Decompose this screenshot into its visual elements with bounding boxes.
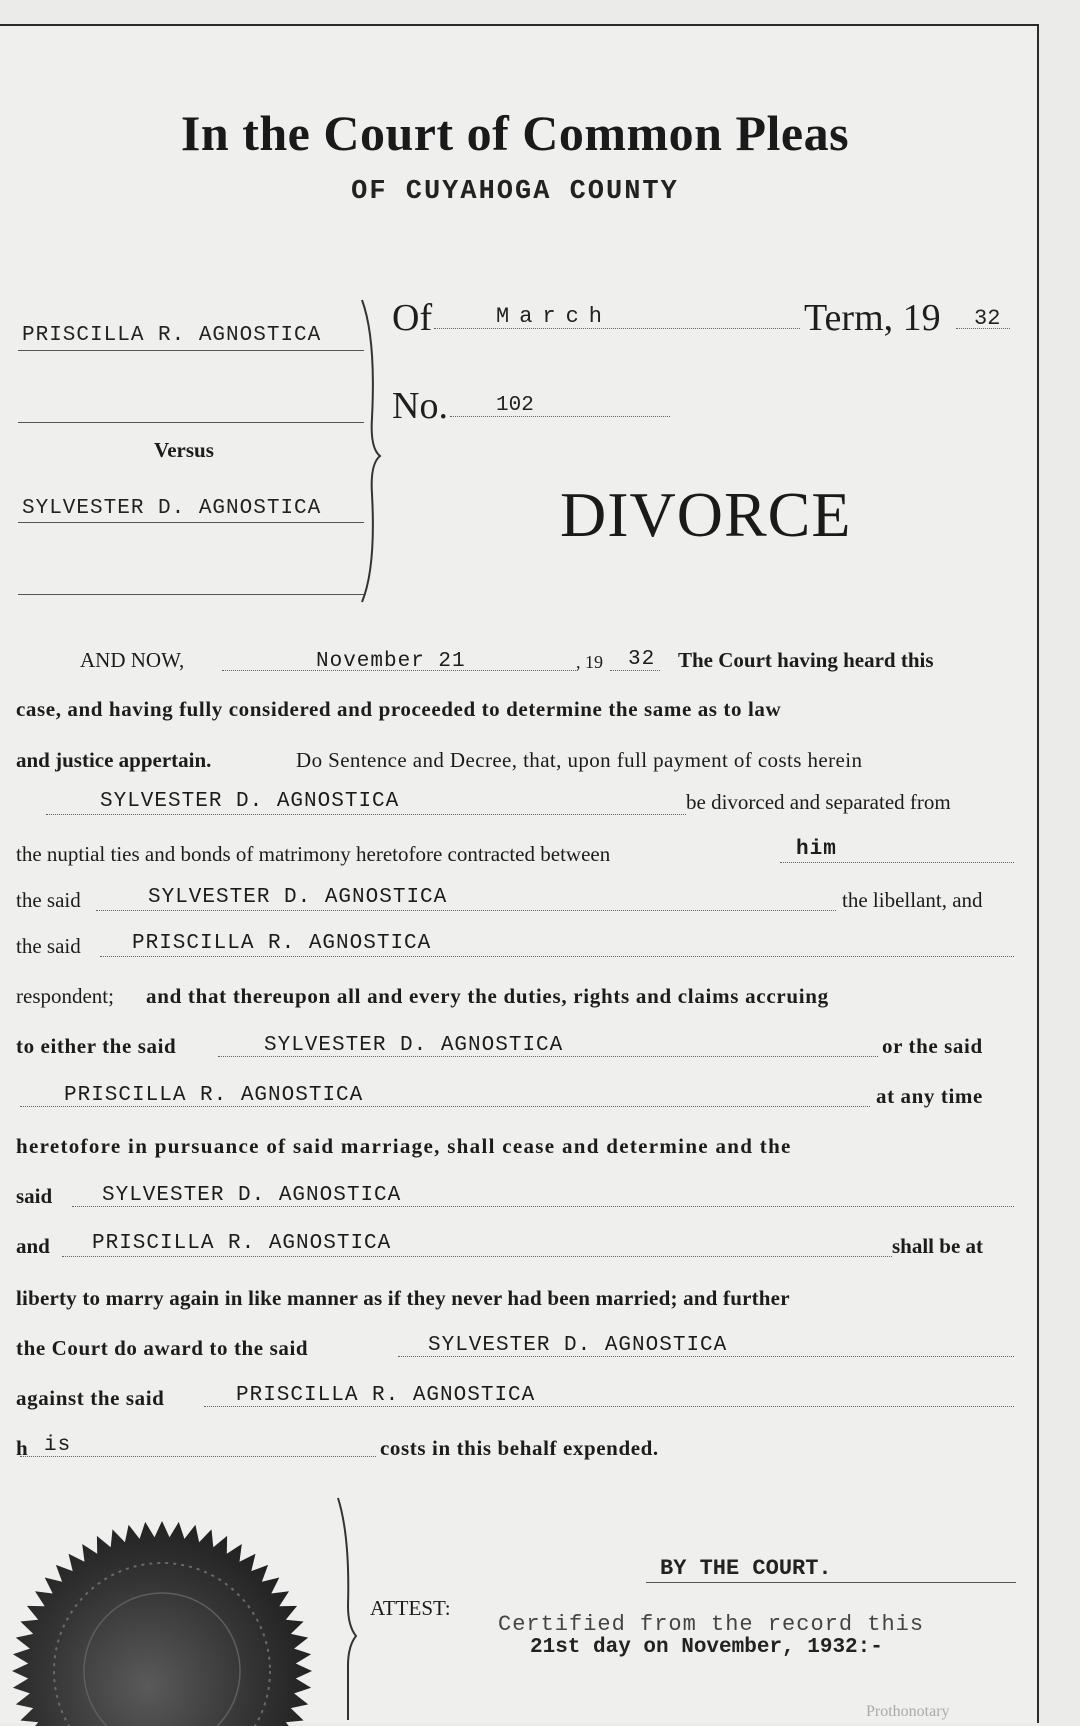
plaintiff-rule	[18, 350, 364, 351]
body-text: or the said	[882, 1034, 983, 1058]
body-text: h	[16, 1436, 28, 1460]
by-the-court-text: BY THE COURT.	[660, 1556, 832, 1581]
body-line-9	[16, 1034, 1016, 1080]
certified-line-1: Certified from the record this	[498, 1612, 925, 1637]
term-month: March	[496, 304, 613, 329]
fill-line	[96, 910, 836, 911]
term-label: Term, 19	[804, 297, 941, 339]
body-text: said	[16, 1184, 53, 1208]
body-text: the Court do award to the said	[16, 1336, 309, 1360]
body-text: The Court having heard this	[678, 648, 934, 672]
prothonotary-label: Prothonotary	[866, 1703, 950, 1720]
body-text: and	[16, 1234, 50, 1258]
term-year: 32	[974, 306, 1001, 331]
body-line-5	[16, 838, 1016, 888]
body-line-2: case, and having fully considered and proceeded to determine the same as to law	[16, 697, 782, 721]
defendant-rule-2	[18, 594, 364, 595]
number-label: No.	[392, 385, 448, 427]
body-text: to either the said	[16, 1034, 177, 1058]
attest-label: ATTEST:	[370, 1596, 451, 1620]
party-name-fill: PRISCILLA R. AGNOSTICA	[132, 932, 432, 955]
plaintiff-name: PRISCILLA R. AGNOSTICA	[22, 324, 322, 347]
fill-line	[20, 1106, 870, 1107]
party-name-fill: PRISCILLA R. AGNOSTICA	[92, 1232, 392, 1255]
certified-line-2: 21st day on November, 1932:-	[530, 1636, 883, 1659]
case-number: 102	[496, 394, 534, 417]
body-line-17	[16, 1436, 1016, 1482]
body-text: Do Sentence and Decree, that, upon full payment of costs herein	[296, 748, 863, 772]
body-text: at any time	[876, 1084, 983, 1108]
body-line-13	[16, 1234, 1016, 1280]
body-text: the said	[16, 888, 81, 912]
body-line-8	[16, 984, 1016, 1030]
body-line-6	[16, 888, 1016, 934]
body-line-1	[16, 648, 1016, 694]
body-text: the libellant, and	[842, 888, 983, 912]
of-label: Of	[392, 297, 433, 339]
pronoun-fill: him	[796, 838, 837, 861]
fill-line	[780, 862, 1014, 863]
attest-bracket-icon	[334, 1496, 364, 1721]
term-month-line	[434, 328, 800, 329]
signature-line	[646, 1582, 1016, 1583]
party-bracket-icon	[356, 298, 386, 604]
year-line	[610, 670, 660, 671]
decree-date: November 21	[316, 650, 466, 673]
party-name-fill: PRISCILLA R. AGNOSTICA	[64, 1084, 364, 1107]
fill-line	[62, 1256, 892, 1257]
plaintiff-rule-2	[18, 422, 364, 423]
case-number-line	[450, 416, 670, 417]
body-line-4	[16, 790, 1016, 836]
fill-line	[218, 1056, 878, 1057]
decree-year-prefix: , 19	[576, 652, 603, 672]
body-text: the nuptial ties and bonds of matrimony heretofore contracted between	[16, 842, 611, 866]
defendant-rule	[18, 522, 364, 523]
and-now-text: AND NOW,	[80, 648, 185, 672]
versus-label: Versus	[154, 438, 214, 462]
body-line-10	[16, 1084, 1016, 1130]
body-line-3	[16, 748, 1016, 794]
body-line-14: liberty to marry again in like manner as if they never had been married; and further	[16, 1286, 790, 1310]
fill-line	[100, 956, 1014, 957]
party-name-fill: SYLVESTER D. AGNOSTICA	[100, 790, 400, 813]
fill-line	[398, 1356, 1014, 1357]
term-year-line	[956, 328, 1010, 329]
party-name-fill: SYLVESTER D. AGNOSTICA	[102, 1184, 402, 1207]
fill-line	[46, 814, 686, 815]
body-text-bold: and justice appertain.	[16, 748, 212, 772]
body-line-11: heretofore in pursuance of said marriage, shall cease and determine and the	[16, 1134, 792, 1158]
body-text: the said	[16, 934, 81, 958]
fill-line	[72, 1206, 1014, 1207]
defendant-name: SYLVESTER D. AGNOSTICA	[22, 497, 322, 520]
county-name: OF CUYAHOGA COUNTY	[351, 177, 679, 207]
decree-year: 32	[628, 648, 656, 671]
body-text: costs in this behalf expended.	[380, 1436, 659, 1460]
court-title: In the Court of Common Pleas	[180, 105, 850, 161]
body-line-16	[16, 1386, 1016, 1432]
body-text: respondent;	[16, 984, 114, 1008]
pronoun-fill: is	[44, 1434, 72, 1457]
body-text: shall be at	[892, 1234, 984, 1258]
body-text: be divorced and separated from	[686, 790, 951, 814]
body-line-15	[16, 1336, 1016, 1382]
party-name-fill: PRISCILLA R. AGNOSTICA	[236, 1384, 536, 1407]
body-line-12	[16, 1184, 1016, 1230]
party-name-fill: SYLVESTER D. AGNOSTICA	[428, 1334, 728, 1357]
case-type: DIVORCE	[560, 479, 852, 550]
date-line	[222, 670, 578, 671]
fill-line	[204, 1406, 1014, 1407]
party-name-fill: SYLVESTER D. AGNOSTICA	[148, 886, 448, 909]
party-name-fill: SYLVESTER D. AGNOSTICA	[264, 1034, 564, 1057]
body-text: against the said	[16, 1386, 165, 1410]
fill-line	[20, 1456, 376, 1457]
court-seal-icon	[0, 1486, 340, 1726]
body-text-bold: and that thereupon all and every the duties, rights and claims accruing	[146, 984, 829, 1008]
body-line-7	[16, 934, 1016, 980]
